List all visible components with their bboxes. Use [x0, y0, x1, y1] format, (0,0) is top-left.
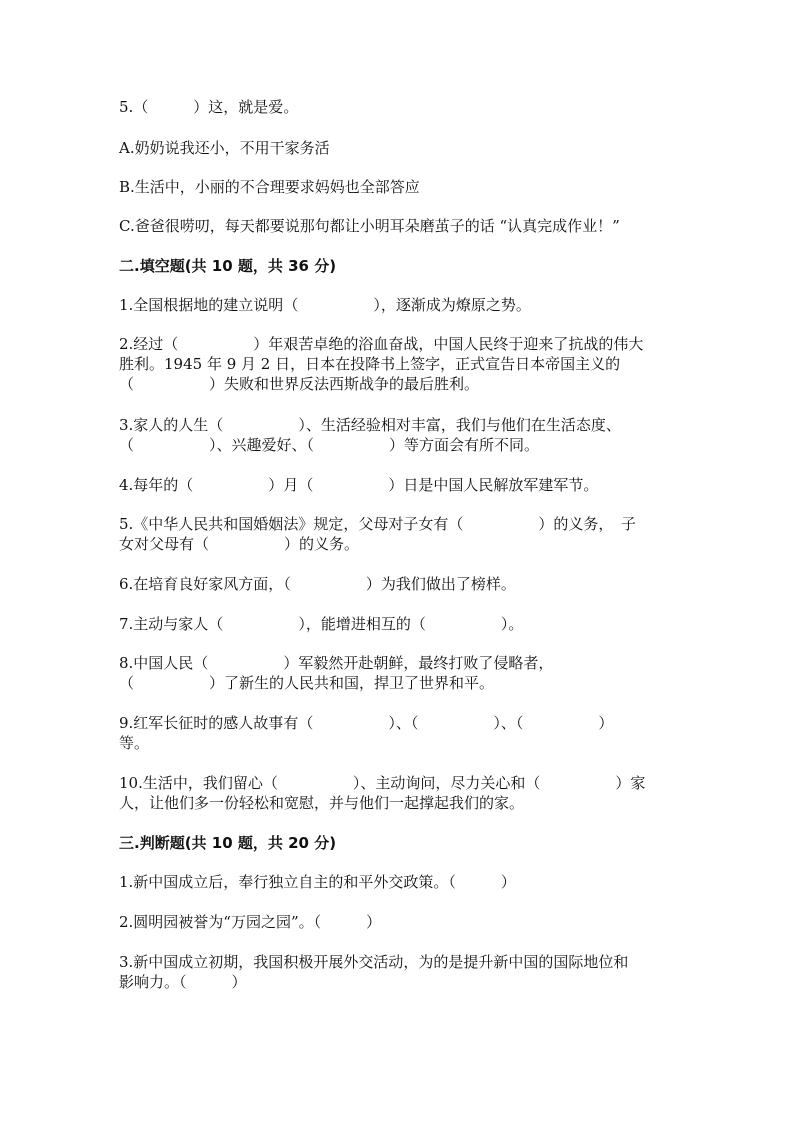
q5-stem	[119, 97, 679, 117]
fill-item-7-line: 7.主动与家人（ ），能增进相互的（ ）。	[119, 615, 524, 633]
fill-item-8	[119, 653, 679, 693]
q5-option-a-text: A.奶奶说我还小，不用干家务活	[119, 139, 330, 157]
q5-option-c-text: C.爸爸很唠叨，每天都要说那句都让小明耳朵磨茧子的话 “认真完成作业！”	[119, 217, 620, 235]
judge-item-1-line: 1.新中国成立后，奉行独立自主的和平外交政策。（ ）	[119, 873, 516, 891]
fill-item-2	[119, 334, 679, 394]
judge-item-3-line: 影响力。（ ）	[119, 973, 247, 991]
fill-item-9	[119, 713, 679, 753]
q5-option-a	[119, 138, 679, 158]
fill-item-10-line: 10.生活中，我们留心（ ）、主动询问，尽力关心和（ ）家	[119, 774, 646, 792]
q5-option-c	[119, 216, 679, 236]
section2-title-text: 二.填空题(共 10 题，共 36 分)	[119, 257, 337, 275]
fill-item-3	[119, 415, 679, 455]
fill-item-9-line: 9.红军长征时的感人故事有（ ）、（ ）、（ ）	[119, 714, 614, 732]
q5-option-b	[119, 177, 679, 197]
judge-item-2	[119, 912, 679, 932]
fill-item-2-line: （ ）失败和世界反法西斯战争的最后胜利。	[119, 375, 480, 393]
fill-item-3-line: 3.家人的人生（ ）、生活经验相对丰富，我们与他们在生活态度、	[119, 416, 621, 434]
fill-item-4	[119, 475, 679, 495]
fill-item-2-line: 2.经过（ ）年艰苦卓绝的浴血奋战，中国人民终于迎来了抗战的伟大	[119, 335, 644, 353]
q5-option-b-text: B.生活中，小丽的不合理要求妈妈也全部答应	[119, 178, 420, 196]
judge-item-1	[119, 872, 679, 892]
judge-item-3-line: 3.新中国成立初期，我国积极开展外交活动，为的是提升新中国的国际地位和	[119, 953, 629, 971]
fill-item-10-line: 人，让他们多一份轻松和宽慰，并与他们一起撑起我们的家。	[119, 794, 525, 812]
fill-item-6	[119, 574, 679, 594]
fill-item-3-line: （ ）、兴趣爱好、（ ）等方面会有所不同。	[119, 436, 540, 454]
fill-item-8-line: （ ）了新生的人民共和国，捍卫了世界和平。	[119, 674, 495, 692]
fill-item-10	[119, 773, 679, 813]
judge-item-2-line: 2.圆明园被誉为“万园之园”。（ ）	[119, 913, 382, 931]
fill-item-5-line: 5.《中华人民共和国婚姻法》规定，父母对子女有（ ）的义务， 子	[119, 515, 636, 533]
fill-item-1-line: 1.全国根据地的建立说明（ ），逐渐成为燎原之势。	[119, 296, 531, 314]
section3-title-text: 三.判断题(共 10 题，共 20 分)	[119, 834, 337, 852]
fill-item-8-line: 8.中国人民（ ）军毅然开赴朝鲜，最终打败了侵略者，	[119, 654, 554, 672]
fill-item-2-line: 胜利。1945 年 9 月 2 日，日本在投降书上签字，正式宣告日本帝国主义的	[119, 355, 621, 373]
fill-item-4-line: 4.每年的（ ）月（ ）日是中国人民解放军建军节。	[119, 476, 599, 494]
fill-item-7	[119, 614, 679, 634]
judge-item-3	[119, 952, 679, 992]
fill-item-5	[119, 514, 679, 554]
fill-item-6-line: 6.在培育良好家风方面，（ ）为我们做出了榜样。	[119, 575, 516, 593]
fill-item-5-line: 女对父母有（ ）的义务。	[119, 535, 360, 553]
fill-item-1	[119, 295, 679, 315]
q5-stem-line: 5.（ ）这，就是爱。	[119, 98, 299, 116]
section3-title	[119, 833, 679, 853]
fill-item-9-line: 等。	[119, 734, 150, 752]
section2-title	[119, 256, 679, 276]
